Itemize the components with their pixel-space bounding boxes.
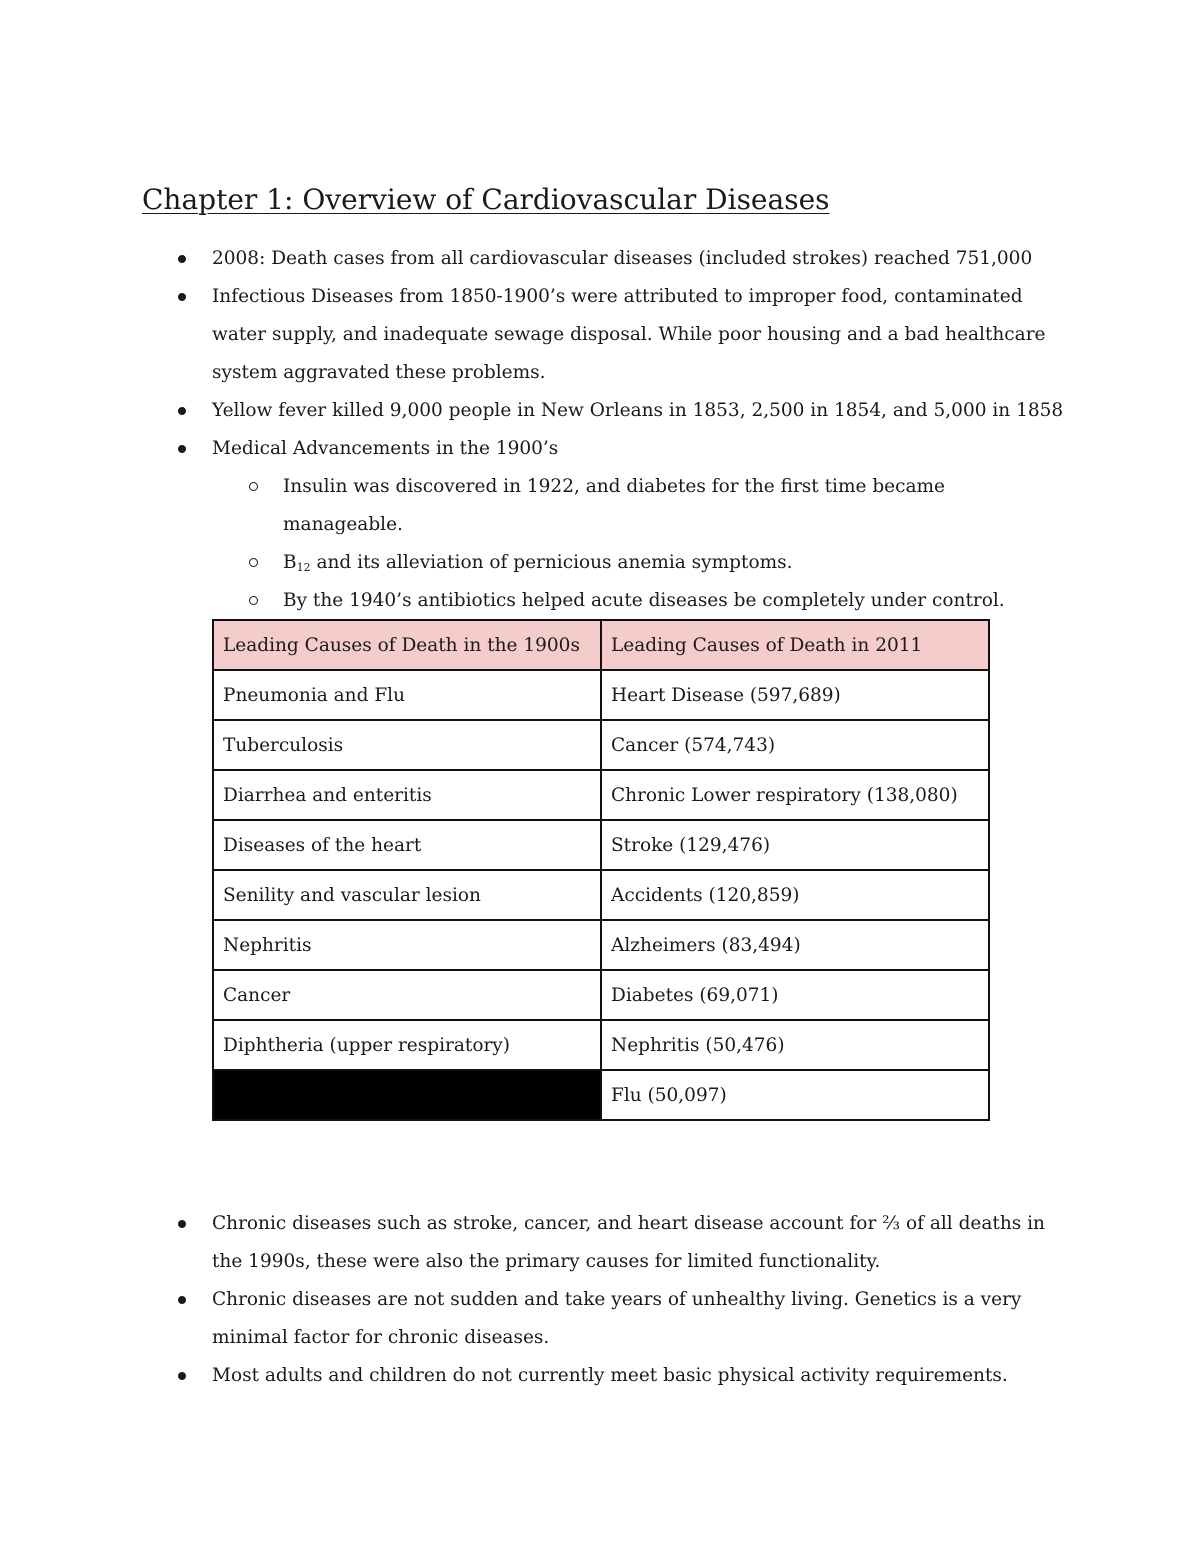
top-bullet-list (142, 240, 1062, 620)
cell-1900s: Tuberculosis (213, 720, 601, 770)
list-item (142, 1205, 1062, 1281)
hollow-bullet-icon (249, 482, 258, 491)
cell-2011: Stroke (129,476) (601, 820, 989, 870)
bullet-icon (178, 1372, 186, 1380)
empty-black-cell (213, 1070, 601, 1120)
bottom-bullet-list (142, 1205, 1062, 1395)
bullet-icon (178, 407, 186, 415)
table-row (213, 1020, 989, 1070)
table-row (213, 1070, 989, 1120)
bullet-icon (178, 293, 186, 301)
bullet-icon (178, 255, 186, 263)
bullet-text: 2008: Death cases from all cardiovascular diseases (included strokes) reached 751,000 (212, 248, 1033, 269)
list-item (142, 240, 1062, 278)
hollow-bullet-icon (249, 558, 258, 567)
table-row (213, 870, 989, 920)
cell-1900s: Diseases of the heart (213, 820, 601, 870)
cell-2011: Diabetes (69,071) (601, 970, 989, 1020)
bullet-icon (178, 1296, 186, 1304)
cell-1900s: Cancer (213, 970, 601, 1020)
b12-description: and its alleviation of pernicious anemia symptoms. (310, 552, 793, 573)
list-item (142, 392, 1062, 430)
vitamin-b-label: B (283, 552, 297, 573)
sub-bullet-text: Insulin was discovered in 1922, and diabetes for the first time became manageable. (283, 476, 945, 535)
bullet-text: Medical Advancements in the 1900’s (212, 438, 559, 459)
bullet-text: Yellow fever killed 9,000 people in New Orleans in 1853, 2,500 in 1854, and 5,000 in 1858 (212, 400, 1064, 421)
cell-1900s: Pneumonia and Flu (213, 670, 601, 720)
sub-bullet-list (142, 468, 1062, 620)
sub-list-item (142, 468, 1062, 544)
header-cell-2011: Leading Causes of Death in 2011 (601, 620, 989, 670)
sub-list-container (142, 468, 1062, 620)
bullet-text: Most adults and children do not currently meet basic physical activity requirements. (212, 1365, 1008, 1386)
cell-1900s: Diphtheria (upper respiratory) (213, 1020, 601, 1070)
sub-list-item (142, 544, 1062, 582)
sub-bullet-text: By the 1940’s antibiotics helped acute diseases be completely under control. (283, 590, 1005, 611)
list-item (142, 1357, 1062, 1395)
bullet-text: Chronic diseases are not sudden and take years of unhealthy living. Genetics is a very minimal factor for chronic diseases. (212, 1289, 1022, 1348)
cell-1900s: Diarrhea and enteritis (213, 770, 601, 820)
table-row (213, 820, 989, 870)
causes-of-death-table (212, 619, 990, 1121)
cell-2011: Alzheimers (83,494) (601, 920, 989, 970)
bullet-icon (178, 1220, 186, 1228)
sub-list-item (142, 582, 1062, 620)
bullet-text: Infectious Diseases from 1850-1900’s were attributed to improper food, contaminated water supply, and inadequate sewage disposal. While poor housing and a bad healthcare system aggravated these problems. (212, 286, 1046, 383)
table-row (213, 720, 989, 770)
table-row (213, 770, 989, 820)
bullet-text: Chronic diseases such as stroke, cancer, and heart disease account for ⅔ of all deaths in the 1990s, these were also the primary causes for limited functionality. (212, 1213, 1045, 1272)
list-item (142, 430, 1062, 468)
cell-2011: Heart Disease (597,689) (601, 670, 989, 720)
cell-2011: Accidents (120,859) (601, 870, 989, 920)
list-item (142, 278, 1062, 392)
sub-bullet-text (283, 552, 793, 573)
header-cell-1900s: Leading Causes of Death in the 1900s (213, 620, 601, 670)
table-row (213, 920, 989, 970)
bullet-icon (178, 445, 186, 453)
table-row (213, 970, 989, 1020)
cell-2011: Chronic Lower respiratory (138,080) (601, 770, 989, 820)
chapter-title: Chapter 1: Overview of Cardiovascular Diseases (142, 183, 830, 216)
cell-2011: Cancer (574,743) (601, 720, 989, 770)
list-item (142, 1281, 1062, 1357)
cell-1900s: Senility and vascular lesion (213, 870, 601, 920)
cell-2011: Nephritis (50,476) (601, 1020, 989, 1070)
table-header-row (213, 620, 989, 670)
cell-2011: Flu (50,097) (601, 1070, 989, 1120)
hollow-bullet-icon (249, 596, 258, 605)
cell-1900s: Nephritis (213, 920, 601, 970)
table-row (213, 670, 989, 720)
vitamin-subscript: 12 (296, 561, 311, 574)
